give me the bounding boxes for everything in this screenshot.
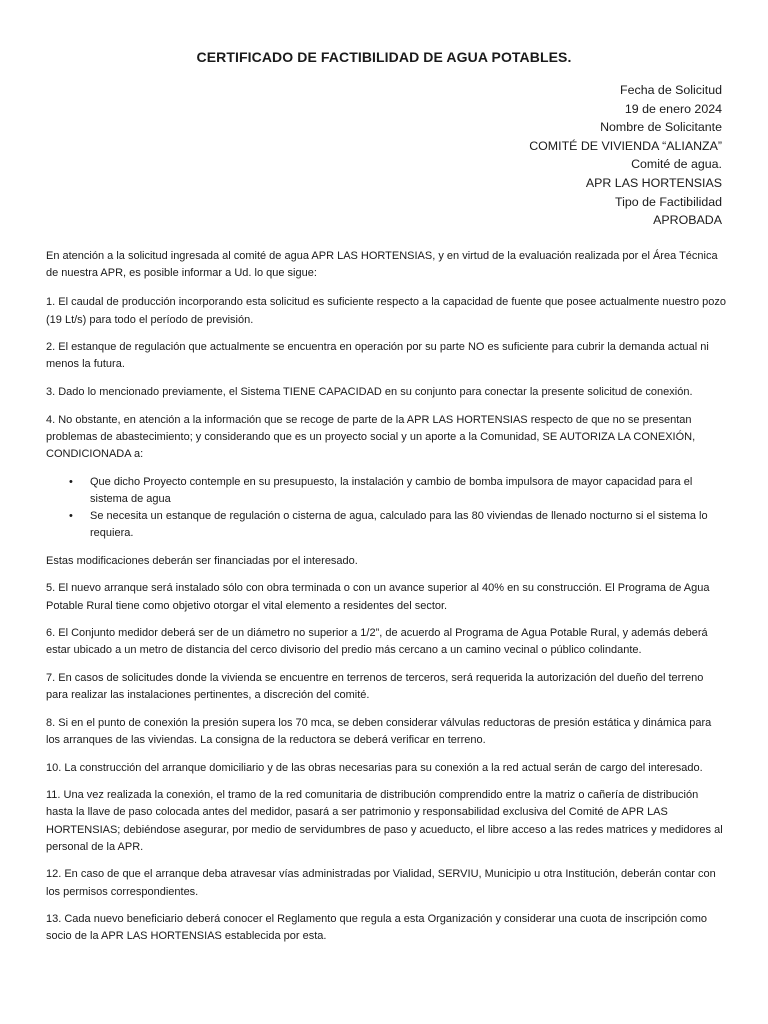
water-committee-value: APR LAS HORTENSIAS <box>585 175 722 190</box>
conditions-list <box>46 474 726 543</box>
item-13: 13. Cada nuevo beneficiario deberá conocer el Reglamento que regula a esta Organización y considerar una cuota de inscripción como socio de la APR LAS HORTENSIAS establecida por esta. <box>46 913 708 943</box>
condition-text: Se necesita un estanque de regulación o cisterna de agua, calculado para las 80 viviendas de llenado nocturno si el sistema lo requiera. <box>90 510 708 540</box>
item-11: 11. Una vez realizada la conexión, el tramo de la red comunitaria de distribución comprendido entre la matriz o cañería de distribución hasta la llave de paso colocada antes del medidor, pasará a ser patrimonio y responsabilidad exclusiva del Comité de APR LAS HORTENSIAS; debiéndose asegurar, por medio de servidumbres de paso y acueducto, el libre acceso a las redes matrices y medidores al personal de la APR. <box>46 789 723 853</box>
document-title: CERTIFICADO DE FACTIBILIDAD DE AGUA POTABLES. <box>196 49 572 65</box>
item-8: 8. Si en el punto de conexión la presión supera los 70 mca, se deben considerar válvulas reductoras de presión estática y dinámica para los arranques de las viviendas. La consigna de la reductora se deberá verificar en terreno. <box>46 716 712 746</box>
water-committee-label: Comité de agua. <box>631 157 722 172</box>
condition-text: Que dicho Proyecto contemple en su presupuesto, la instalación y cambio de bomba impulsora de mayor capacidad para el sistema de agua <box>90 475 693 505</box>
condition-item <box>69 474 726 508</box>
bullet-icon: • <box>69 510 73 522</box>
request-date-label: Fecha de Solicitud <box>620 83 722 97</box>
item-1: 1. El caudal de producción incorporando esta solicitud es suficiente respecto a la capacidad de fuente que posee actualmente nuestro pozo (19 Lt/s) para todo el período de previsión. <box>46 296 727 326</box>
feasibility-type-value: APROBADA <box>653 213 722 228</box>
item-10: 10. La construcción del arranque domiciliario y de las obras necesarias para su conexión a la red actual serán de cargo del interesado. <box>46 761 703 774</box>
applicant-name-label: Nombre de Solicitante <box>600 120 722 135</box>
feasibility-type-label: Tipo de Factibilidad <box>615 194 722 209</box>
item-7: 7. En casos de solicitudes donde la vivienda se encuentre en terrenos de terceros, será requerida la autorización del dueño del terreno para realizar las instalaciones pertinentes, a discreción del comité. <box>46 671 704 702</box>
item-3: 3. Dado lo mencionado previamente, el Sistema TIENE CAPACIDAD en su conjunto para conectar la presente solicitud de conexión. <box>46 386 693 398</box>
intro-paragraph: En atención a la solicitud ingresada al comité de agua APR LAS HORTENSIAS, y en virtud de la evaluación realizada por el Área Técnica de nuestra APR, es posible informar a Ud. lo que sigue: <box>46 250 718 280</box>
item-12: 12. En caso de que el arranque deba atravesar vías administradas por Vialidad, SERVIU, Municipio u otra Institución, deberán contar con los permisos correspondientes. <box>46 868 716 898</box>
request-info-block <box>529 81 722 230</box>
request-date-value: 19 de enero 2024 <box>624 101 722 116</box>
item-5: 5. El nuevo arranque será instalado sólo con obra terminada o con un avance superior al 40% en su construcción. El Programa de Agua Potable Rural tiene como objetivo otorgar el vital elemento a residentes del sector. <box>46 582 710 612</box>
item-4: 4. No obstante, en atención a la información que se recoge de parte de la APR LAS HORTENSIAS respecto de que no se presentan problemas de abastecimiento; y considerando que es un proyecto social y un aporte a la Comunidad, SE AUTORIZA LA CONEXIÓN, CONDICIONADA a: <box>46 413 696 460</box>
condition-item <box>69 508 726 542</box>
item-6: 6. El Conjunto medidor deberá ser de un diámetro no superior a 1/2”, de acuerdo al Programa de Agua Potable Rural, y además deberá estar ubicado a un metro de distancia del cerco divisorio del predio más cercano a un camino vecinal o público colindante. <box>46 627 708 657</box>
document-body <box>46 248 726 956</box>
financing-note: Estas modificaciones deberán ser financiadas por el interesado. <box>46 554 358 567</box>
bullet-icon: • <box>69 475 73 488</box>
item-2: 2. El estanque de regulación que actualmente se encuentra en operación por su parte NO es suficiente para cubrir la demanda actual ni menos la futura. <box>46 341 709 371</box>
applicant-name-value: COMITÉ DE VIVIENDA “ALIANZA” <box>529 138 722 153</box>
